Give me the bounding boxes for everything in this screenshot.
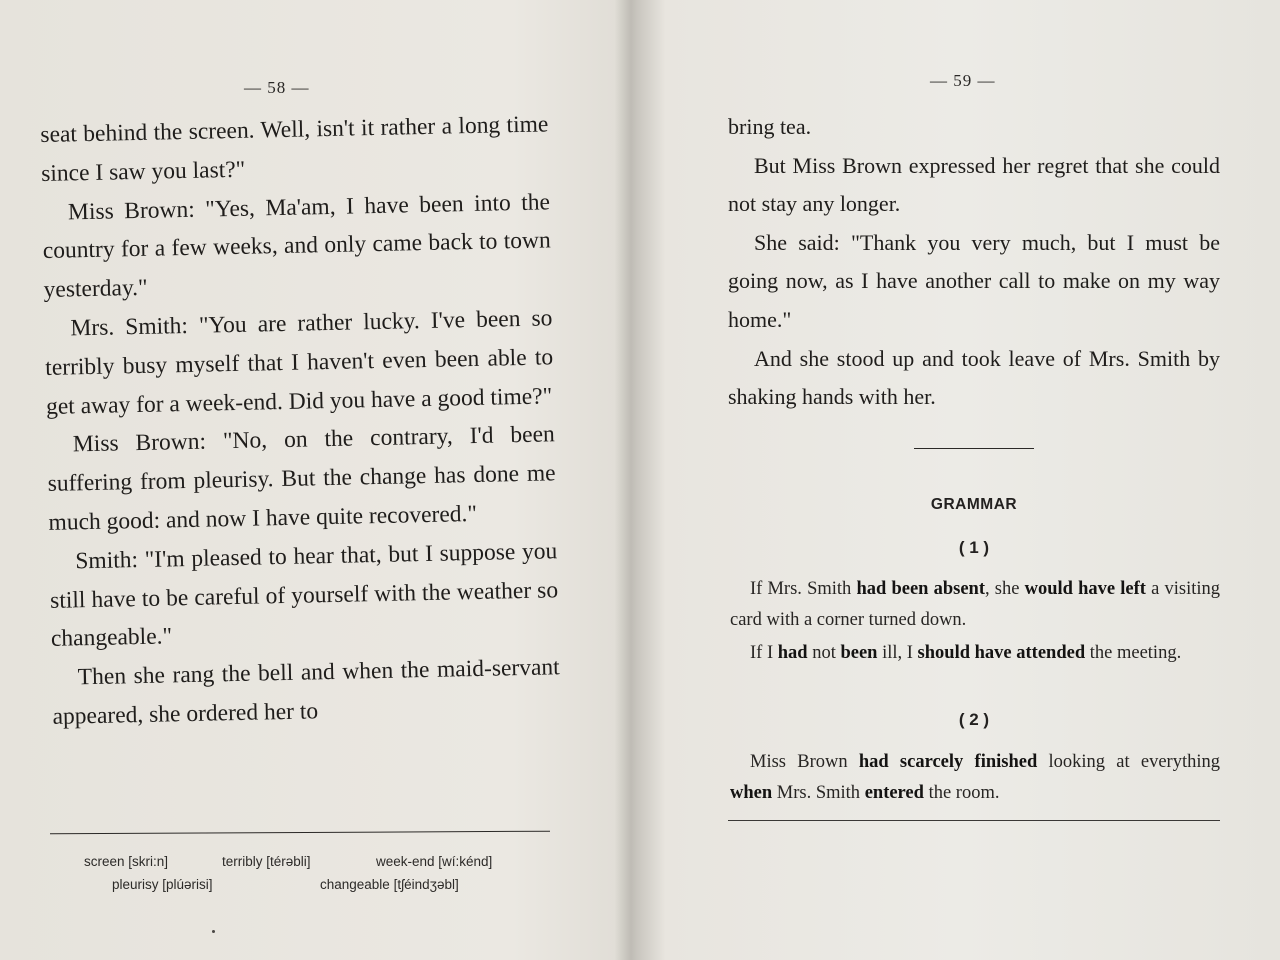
- paragraph: Mrs. Smith: "You are rather lucky. I've been so terribly busy myself that I haven't even been able to get away for a week-end. Did you have a good time?": [45, 305, 554, 420]
- right-body-text: [728, 108, 1220, 417]
- text-run: not: [807, 643, 841, 663]
- bold-grammar-term: when: [730, 783, 773, 803]
- paragraph: seat behind the screen. Well, isn't it rather a long time since I saw you last?": [40, 111, 549, 187]
- text-run: If Mrs. Smith: [750, 579, 857, 599]
- paragraph: She said: "Thank you very much, but I must be going now, as I have another call to make on my way home.": [728, 229, 1220, 332]
- right-page: [640, 0, 1280, 960]
- text-run: If I: [750, 643, 778, 663]
- footnote-pleurisy: pleurisy [plúərisi]: [112, 877, 213, 892]
- paragraph: Miss Brown: "Yes, Ma'am, I have been into the country for a few weeks, and only came back to town yesterday.": [42, 188, 551, 304]
- footnote-screen: screen [skri:n]: [84, 854, 169, 869]
- text-run: Miss Brown: [750, 752, 859, 772]
- left-body-text: [40, 105, 561, 736]
- pronunciation-footnotes: [60, 850, 540, 896]
- bold-grammar-term: entered: [864, 783, 924, 803]
- bold-grammar-term: should have attended: [917, 643, 1086, 663]
- print-speck: [212, 930, 215, 933]
- left-page: [0, 0, 630, 960]
- section-divider: [914, 448, 1034, 449]
- grammar-example: [730, 574, 1220, 636]
- text-run: , she: [985, 579, 1025, 599]
- bold-grammar-term: had: [777, 643, 808, 663]
- bold-grammar-term: been: [840, 643, 878, 663]
- page-number-58: — 58 —: [244, 78, 310, 97]
- grammar-section-2-number: ( 2 ): [958, 710, 990, 729]
- grammar-example: [730, 747, 1220, 809]
- text-run: the meeting.: [1085, 643, 1182, 663]
- paragraph: Smith: "I'm pleased to hear that, but I suppose you still have to be careful of yourself with the weather so changeable.": [49, 538, 559, 653]
- text-run: looking at everything: [1037, 752, 1220, 772]
- paragraph: And she stood up and took leave of Mrs. Smith by shaking hands with her.: [728, 345, 1220, 410]
- grammar-section-2: [730, 747, 1220, 809]
- footnote-row: [60, 850, 540, 873]
- footnote-terribly: terribly [térəbli]: [222, 854, 311, 869]
- paragraph: Then she rang the bell and when the maid-servant appeared, she ordered her to: [52, 654, 560, 730]
- page-number-59: — 59 —: [930, 71, 996, 90]
- text-run: a visiting card with a corner turned down.: [730, 579, 1220, 630]
- bold-grammar-term: had scarcely finished: [858, 752, 1038, 772]
- grammar-section-1-number: ( 1 ): [958, 538, 990, 557]
- text-run: the room.: [923, 783, 1000, 803]
- footnote-changeable: changeable [tʃéindʒəbl]: [320, 877, 459, 892]
- bold-grammar-term: had been absent: [856, 579, 986, 599]
- paragraph: Miss Brown: "No, on the contrary, I'd been suffering from pleurisy. But the change has done me much good: and now I have quite recovered.": [47, 421, 556, 536]
- grammar-example: [730, 638, 1220, 669]
- text-run: ill, I: [877, 643, 918, 663]
- paragraph: But Miss Brown expressed her regret that she could not stay any longer.: [728, 152, 1220, 217]
- paragraph: bring tea.: [728, 114, 812, 139]
- grammar-heading: GRAMMAR: [930, 496, 1018, 513]
- text-run: Mrs. Smith: [772, 783, 865, 803]
- grammar-section-1: [730, 574, 1220, 669]
- footnote-divider: [50, 831, 550, 835]
- bottom-divider: [728, 820, 1220, 821]
- footnote-week-end: week-end [wí:kénd]: [376, 854, 493, 869]
- footnote-row: [60, 873, 540, 896]
- bold-grammar-term: would have left: [1024, 579, 1146, 599]
